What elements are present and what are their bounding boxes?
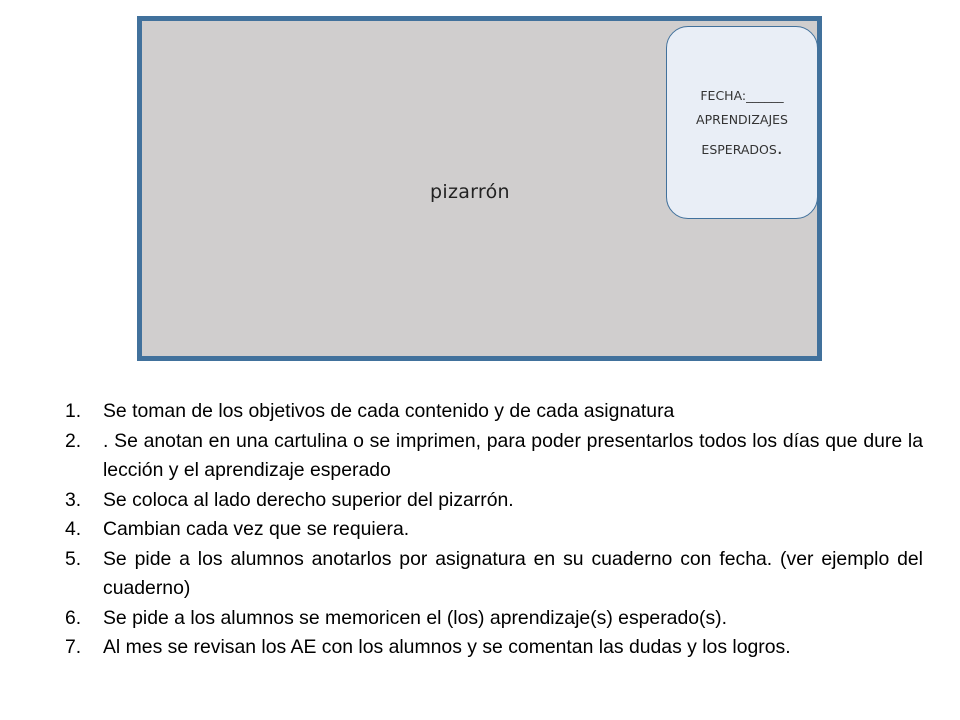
list-item: [65, 397, 923, 427]
list-item-text: Cambian cada vez que se requiera.: [103, 518, 410, 540]
list-item-number: 5.: [65, 547, 82, 570]
list-item-text: Se pide a los alumnos se memoricen el (los) aprendizaje(s) esperado(s).: [103, 606, 728, 629]
list-item-text: Se coloca al lado derecho superior del pizarrón.: [103, 488, 514, 511]
blackboard-diagram: [137, 16, 822, 361]
steps-list: [65, 397, 923, 663]
list-item: [65, 486, 923, 516]
list-item-text: Se toman de los objetivos de cada contenido y de cada asignatura: [103, 400, 675, 422]
learning-expectations-card: [666, 26, 818, 219]
card-title-line-2: [667, 140, 817, 158]
blackboard-label: pizarrón: [430, 181, 510, 203]
list-item-text: . Se anotan en una cartulina o se imprimen, para poder presentarlos todos los días que dure la lección y el aprendizaje esperado: [103, 429, 923, 481]
list-item-number: 6.: [65, 606, 82, 629]
card-title-line-2-period: .: [776, 138, 783, 159]
list-item-text: Se pide a los alumnos anotarlos por asignatura en su cuaderno con fecha. (ver ejemplo del cuaderno): [103, 547, 923, 599]
list-item: [65, 633, 923, 663]
list-item-number: 4.: [65, 518, 82, 540]
card-date-line: FECHA:______: [700, 88, 784, 103]
list-item: [65, 604, 923, 634]
list-item-number: 2.: [65, 429, 82, 452]
card-title-line-2-text: ESPERADOS: [701, 142, 777, 157]
card-title-line-1: APRENDIZAJES: [696, 112, 788, 127]
list-item-text: Al mes se revisan los AE con los alumnos y se comentan las dudas y los logros.: [103, 636, 791, 658]
list-item: [65, 545, 923, 604]
list-item-number: 7.: [65, 636, 82, 658]
list-item: [65, 515, 923, 545]
list-item-number: 3.: [65, 488, 82, 511]
list-item-number: 1.: [65, 400, 82, 422]
list-item: [65, 427, 923, 486]
